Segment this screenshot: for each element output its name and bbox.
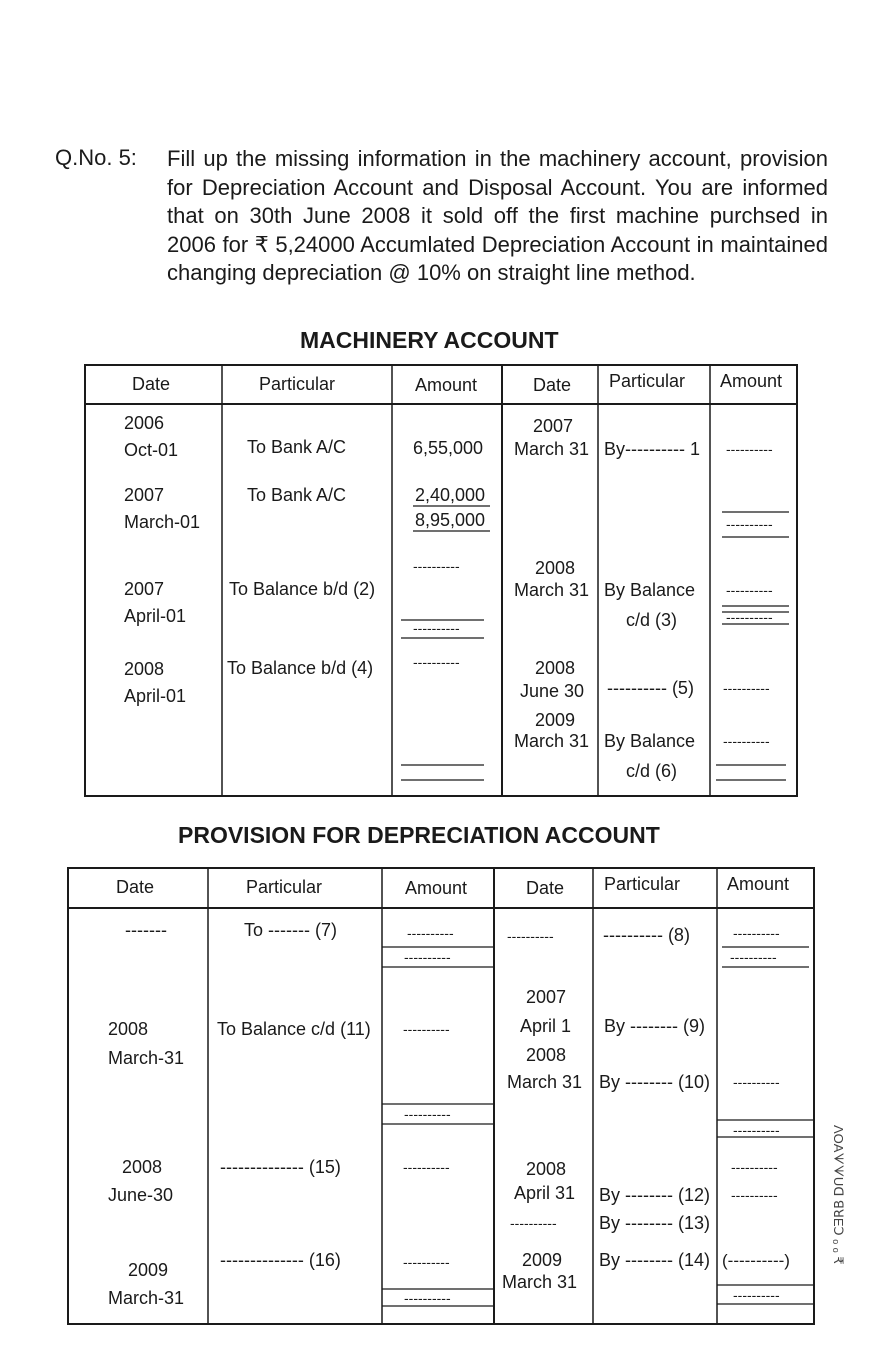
p-r4-day: April 31 bbox=[514, 1183, 576, 1203]
p-r1-amount: ---------- bbox=[733, 925, 780, 941]
m-r2-year: 2008 bbox=[535, 558, 576, 578]
m-r1-day: March 31 bbox=[514, 439, 590, 459]
p-r4-amount-b: ---------- bbox=[731, 1187, 778, 1203]
machinery-title: MACHINERY ACCOUNT bbox=[300, 327, 559, 353]
p-l2-year: 2008 bbox=[108, 1019, 149, 1039]
m-header-particular-right: Particular bbox=[609, 371, 686, 391]
m-l2-total: 8,95,000 bbox=[415, 510, 486, 530]
p-l1-amount: ---------- bbox=[407, 925, 454, 941]
m-l2-day: March-01 bbox=[124, 512, 201, 532]
m-l1-amount: 6,55,000 bbox=[413, 438, 484, 458]
m-r4-day: March 31 bbox=[514, 731, 590, 751]
m-l2-year: 2007 bbox=[124, 485, 165, 505]
m-l4-particular: To Balance b/d (4) bbox=[227, 658, 374, 678]
p-l1-date: ------- bbox=[125, 920, 167, 940]
m-r4-year: 2009 bbox=[535, 710, 576, 730]
m-r2-amount: ---------- bbox=[726, 582, 773, 598]
p-header-date-right: Date bbox=[526, 878, 565, 898]
m-r2-particular: By Balance bbox=[604, 580, 696, 600]
p-r4-particular: By -------- (12) bbox=[599, 1185, 710, 1205]
m-l3-day: April-01 bbox=[124, 606, 187, 626]
m-header-amount-left: Amount bbox=[415, 375, 478, 395]
m-header-particular-left: Particular bbox=[259, 374, 336, 394]
m-r1-amount: ---------- bbox=[726, 441, 773, 457]
p-l3-day: June-30 bbox=[108, 1185, 174, 1205]
m-r2-day: March 31 bbox=[514, 580, 590, 600]
p-l3-year: 2008 bbox=[122, 1157, 163, 1177]
p-r2-day: April 1 bbox=[520, 1016, 572, 1036]
margin-text: ɅOAᗐᗐUᗡ ꓭꓤEꓛ ₒ ₒ ₹ bbox=[831, 1125, 846, 1265]
p-r4-amount-a: ---------- bbox=[731, 1159, 778, 1175]
p-l4-amount: ---------- bbox=[403, 1254, 450, 1270]
m-l1-year: 2006 bbox=[124, 413, 165, 433]
p-r1-date: ---------- bbox=[507, 928, 554, 944]
m-l3-total: ---------- bbox=[413, 620, 460, 636]
p-l1-particular: To ------- (7) bbox=[244, 920, 337, 940]
p-r3-particular: By -------- (10) bbox=[599, 1072, 710, 1092]
p-r5-date: ---------- bbox=[510, 1215, 557, 1231]
p-l4-total: ---------- bbox=[404, 1290, 451, 1306]
p-r6-day: March 31 bbox=[502, 1272, 578, 1292]
p-l2-total: ---------- bbox=[404, 1106, 451, 1122]
p-r4-year: 2008 bbox=[526, 1159, 567, 1179]
p-l3-particular: -------------- (15) bbox=[220, 1157, 341, 1177]
p-l2-day: March-31 bbox=[108, 1048, 185, 1068]
m-r4-particular-cont: c/d (6) bbox=[626, 761, 678, 781]
p-r6-amount: (----------) bbox=[722, 1251, 790, 1270]
m-r4-particular: By Balance bbox=[604, 731, 696, 751]
m-l3-year: 2007 bbox=[124, 579, 165, 599]
p-r3-year: 2008 bbox=[526, 1045, 567, 1065]
m-l1-day: Oct-01 bbox=[124, 440, 179, 460]
m-header-date-right: Date bbox=[533, 375, 572, 395]
m-header-amount-right: Amount bbox=[720, 371, 783, 391]
m-r3-particular: ---------- (5) bbox=[607, 678, 694, 698]
p-l3-amount: ---------- bbox=[403, 1159, 450, 1175]
p-l4-year: 2009 bbox=[128, 1260, 169, 1280]
p-l1-total: ---------- bbox=[404, 949, 451, 965]
p-r6-total: ---------- bbox=[733, 1287, 780, 1303]
p-header-amount-left: Amount bbox=[405, 878, 468, 898]
m-l4-amount: ---------- bbox=[413, 654, 460, 670]
m-header-date-left: Date bbox=[132, 374, 171, 394]
m-l3-particular: To Balance b/d (2) bbox=[229, 579, 376, 599]
m-r2-total: ---------- bbox=[726, 609, 773, 625]
m-l1-particular: To Bank A/C bbox=[247, 437, 347, 457]
m-r1-year: 2007 bbox=[533, 416, 574, 436]
m-r-total-a: ---------- bbox=[726, 516, 773, 532]
p-header-date-left: Date bbox=[116, 877, 155, 897]
p-r1-total: ---------- bbox=[730, 949, 777, 965]
m-l4-year: 2008 bbox=[124, 659, 165, 679]
m-r3-day: June 30 bbox=[520, 681, 585, 701]
p-l4-particular: -------------- (16) bbox=[220, 1250, 341, 1270]
p-r3-amount: ---------- bbox=[733, 1074, 780, 1090]
p-l2-amount: ---------- bbox=[403, 1021, 450, 1037]
p-r1-particular: ---------- (8) bbox=[603, 925, 690, 945]
m-l-dash-a: ---------- bbox=[413, 558, 460, 574]
m-r2-particular-cont: c/d (3) bbox=[626, 610, 678, 630]
p-header-particular-right: Particular bbox=[604, 874, 681, 894]
p-header-amount-right: Amount bbox=[727, 874, 790, 894]
p-r5-particular: By -------- (13) bbox=[599, 1213, 710, 1233]
m-l4-day: April-01 bbox=[124, 686, 187, 706]
p-r6-particular: By -------- (14) bbox=[599, 1250, 710, 1270]
question-text: Fill up the missing information in the machinery account, provision for Depreciation Account and Disposal Account. You are informed that on 30th June 2008 it sold off the first machine purchsed in 2006 for ₹ 5,24000 Accumlated Depreciation Account in maintained changing depreciation @ 10% on straight line method. bbox=[167, 146, 828, 286]
m-r3-year: 2008 bbox=[535, 658, 576, 678]
p-r6-year: 2009 bbox=[522, 1250, 563, 1270]
p-r3-total: ---------- bbox=[733, 1122, 780, 1138]
p-l4-day: March-31 bbox=[108, 1288, 185, 1308]
m-r3-amount: ---------- bbox=[723, 680, 770, 696]
m-r1-particular: By---------- 1 bbox=[604, 439, 700, 459]
question-label: Q.No. 5: bbox=[55, 145, 137, 170]
p-header-particular-left: Particular bbox=[246, 877, 323, 897]
p-r2-particular: By -------- (9) bbox=[604, 1016, 705, 1036]
m-r4-amount: ---------- bbox=[723, 733, 770, 749]
p-l2-particular: To Balance c/d (11) bbox=[217, 1019, 371, 1039]
m-l2-amount: 2,40,000 bbox=[415, 485, 486, 505]
p-r3-day: March 31 bbox=[507, 1072, 583, 1092]
p-r2-year: 2007 bbox=[526, 987, 567, 1007]
provision-title: PROVISION FOR DEPRECIATION ACCOUNT bbox=[178, 822, 660, 848]
m-l2-particular: To Bank A/C bbox=[247, 485, 347, 505]
